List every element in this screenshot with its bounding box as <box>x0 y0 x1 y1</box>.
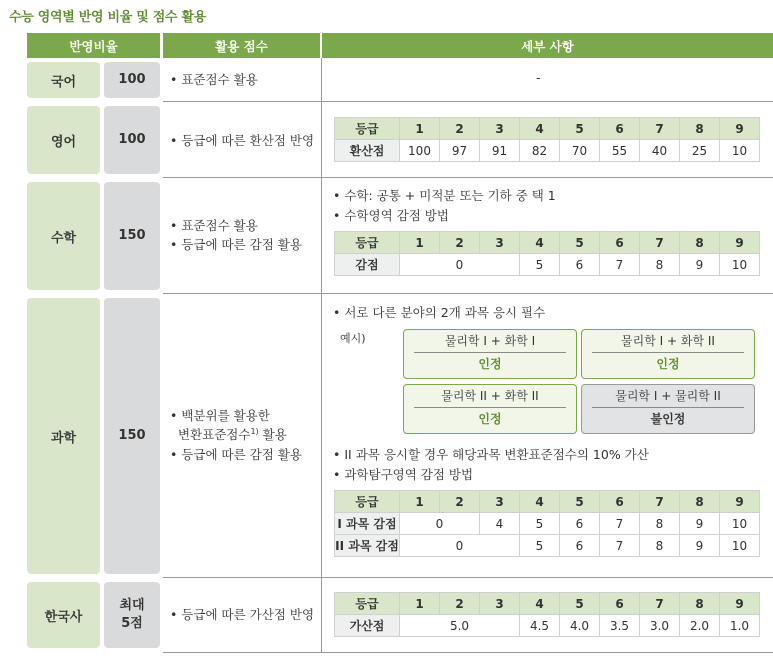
score-math: 150 <box>104 182 160 290</box>
subject-english: 영어 <box>27 106 100 174</box>
header-usage: 활용 점수 <box>163 33 320 58</box>
science-row-2: II 과목 감점 0 5 6 7 8 9 10 <box>335 535 760 557</box>
science-row-1: I 과목 감점 0 4 5 6 7 8 9 10 <box>335 513 760 535</box>
subject-math: 수학 <box>27 182 100 290</box>
score-science: 150 <box>104 298 160 574</box>
science-grade-table: 등급 1 2 3 4 5 6 7 8 9 I 과목 감점 0 4 5 6 7 8 9 10 II 과목 감점 0 5 6 7 8 9 10 <box>334 490 760 557</box>
math-note-2: • 수학영역 감점 방법 <box>333 208 449 223</box>
subject-history: 한국사 <box>27 582 100 648</box>
math-grade-table: 등급 1 2 3 4 5 6 7 8 9 감점 0 5 6 7 8 9 10 <box>334 231 760 276</box>
row-divider <box>163 293 773 294</box>
science-example-label: 예시) <box>340 332 366 345</box>
english-conversion-row: 환산점 100 97 91 82 70 55 40 25 10 <box>335 140 760 162</box>
usage-math: • 표준점수 활용 • 등급에 따른 감점 활용 <box>170 218 302 253</box>
science-note-3: • 과학탐구영역 감점 방법 <box>333 467 474 482</box>
usage-science: • 백분위를 활용한 변환표준점수$^{1)}$ 활용 • 등급에 따른 감점 활용 <box>170 408 302 462</box>
page-title: 수능 영역별 반영 비율 및 점수 활용 <box>9 10 206 25</box>
science-note-2: • II 과목 응시할 경우 해당과목 변환표준점수의 10% 가산 <box>333 447 649 462</box>
score-korean: 100 <box>104 62 160 98</box>
combo-box-2: 물리학 I + 화학 II 인정 <box>581 329 755 379</box>
subject-science: 과학 <box>27 298 100 574</box>
english-grade-table: 등급 1 2 3 4 5 6 7 8 9 환산점 100 97 91 82 70 55 40 25 10 <box>334 117 760 162</box>
usage-korean: • 표준점수 활용 <box>170 72 258 87</box>
history-bonus-row: 가산점 5.0 4.5 4.0 3.5 3.0 2.0 1.0 <box>335 615 760 637</box>
math-note-1: • 수학: 공통 + 미적분 또는 기하 중 택 1 <box>333 188 556 203</box>
combo-box-4: 물리학 I + 물리학 II 불인정 <box>581 384 755 434</box>
combo-box-3: 물리학 II + 화학 II 인정 <box>403 384 577 434</box>
header-detail: 세부 사항 <box>322 33 773 58</box>
row-divider <box>163 101 773 102</box>
science-note-1: • 서로 다른 분야의 2개 과목 응시 필수 <box>333 305 546 320</box>
subject-korean: 국어 <box>27 62 100 98</box>
score-english: 100 <box>104 106 160 174</box>
usage-english: • 등급에 따른 환산점 반영 <box>170 133 315 148</box>
row-divider <box>163 652 773 653</box>
row-divider <box>163 577 773 578</box>
score-history: 최대 5점 <box>104 582 160 648</box>
detail-korean: - <box>536 70 541 85</box>
math-deduction-row: 감점 0 5 6 7 8 9 10 <box>335 254 760 276</box>
combo-box-1: 물리학 I + 화학 I 인정 <box>403 329 577 379</box>
history-grade-table: 등급 1 2 3 4 5 6 7 8 9 가산점 5.0 4.5 4.0 3.5 3.0 2.0 1.0 <box>334 592 760 637</box>
header-ratio: 반영비율 <box>27 33 160 58</box>
column-divider <box>321 58 322 652</box>
usage-history: • 등급에 따른 가산점 반영 <box>170 607 315 622</box>
row-divider <box>163 177 773 178</box>
